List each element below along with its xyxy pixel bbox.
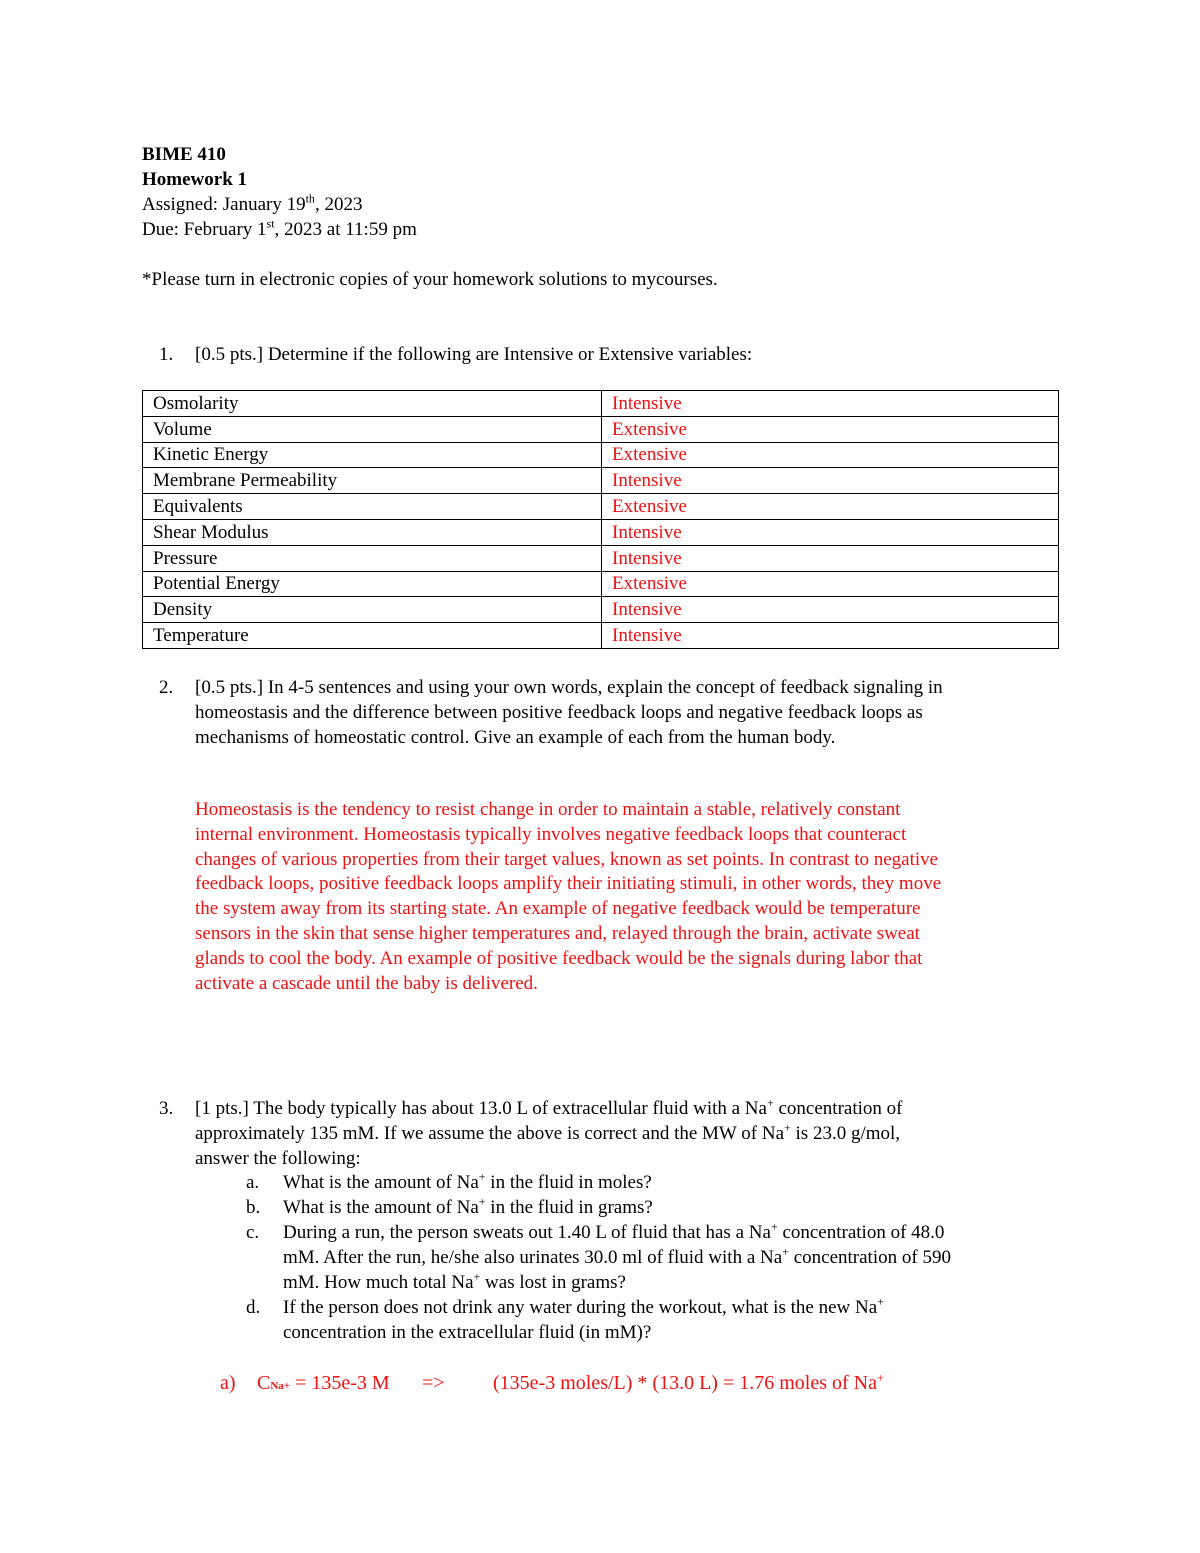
q3-part-b: What is the amount of Na+ in the fluid in grams?: [283, 1194, 653, 1218]
q3-answer-a-concentration: CNa+ = 135e-3 M: [257, 1372, 390, 1394]
q3-part-c-line: mM. After the run, he/she also urinates 30.0 ml of fluid with a Na+ concentration of 590: [283, 1244, 951, 1268]
variables-table: [142, 390, 1059, 649]
variable-answer-cell: Extensive: [602, 571, 1059, 597]
q1-prompt: [0.5 pts.] Determine if the following are Intensive or Extensive variables:: [195, 344, 753, 365]
variable-name-cell: Density: [143, 597, 602, 623]
variable-answer-cell: Intensive: [602, 519, 1059, 545]
q2-answer-line: glands to cool the body. An example of positive feedback would be the signals during labor that: [195, 947, 923, 969]
q3-part-d-line: If the person does not drink any water during the workout, what is the new Na+: [283, 1294, 884, 1318]
q2-answer-line: activate a cascade until the baby is delivered.: [195, 972, 538, 994]
table-row: [143, 519, 1059, 545]
q3-part-d: [283, 1296, 884, 1346]
variable-answer-cell: Intensive: [602, 623, 1059, 649]
q2-answer-line: feedback loops, positive feedback loops amplify their initiating stimuli, in other words, they move: [195, 873, 942, 895]
q2-answer-line: changes of various properties from their target values, known as set points. In contrast to negative: [195, 848, 939, 870]
q2-answer-line: the system away from its starting state. An example of negative feedback would be temperature: [195, 898, 921, 920]
homework-title: Homework 1: [142, 169, 248, 190]
q3-prompt: [195, 1097, 902, 1171]
q3-part-d-line: concentration in the extracellular fluid (in mM)?: [283, 1321, 652, 1343]
table-row: [143, 597, 1059, 623]
table-row: [143, 494, 1059, 520]
variable-answer-cell: Intensive: [602, 597, 1059, 623]
variable-name-cell: Potential Energy: [143, 571, 602, 597]
q2-answer-line: internal environment. Homeostasis typically involves negative feedback loops that counteract: [195, 823, 907, 845]
variable-answer-cell: Intensive: [602, 391, 1059, 417]
variable-name-cell: Osmolarity: [143, 391, 602, 417]
q3-part-d-label: d.: [246, 1297, 261, 1318]
variable-name-cell: Volume: [143, 416, 602, 442]
variable-answer-cell: Extensive: [602, 494, 1059, 520]
q2-answer-line: sensors in the skin that sense higher temperatures and, relayed through the brain, activate sweat: [195, 922, 920, 944]
variable-answer-cell: Extensive: [602, 442, 1059, 468]
variable-name-cell: Kinetic Energy: [143, 442, 602, 468]
table-row: [143, 468, 1059, 494]
q2-prompt-line: homeostasis and the difference between positive feedback loops and negative feedback loops as: [195, 701, 923, 723]
variables-table-body: [143, 391, 1059, 649]
table-row: [143, 391, 1059, 417]
variable-answer-cell: Intensive: [602, 545, 1059, 571]
table-row: [143, 571, 1059, 597]
q3-number: 3.: [159, 1098, 174, 1119]
q3-part-b-label: b.: [246, 1197, 261, 1218]
q3-part-a: What is the amount of Na+ in the fluid in moles?: [283, 1169, 652, 1193]
q2-prompt-line: [0.5 pts.] In 4-5 sentences and using your own words, explain the concept of feedback signaling in: [195, 677, 943, 698]
q1-number: 1.: [159, 344, 174, 365]
table-row: [143, 416, 1059, 442]
due-date: Due: February 1st, 2023 at 11:59 pm: [142, 216, 417, 240]
q3-part-c-line: mM. How much total Na+ was lost in grams?: [283, 1269, 626, 1293]
q3-answer-a-label: a): [220, 1372, 236, 1394]
q2-answer-line: Homeostasis is the tendency to resist change in order to maintain a stable, relatively constant: [195, 799, 901, 820]
q3-part-c: [283, 1221, 951, 1295]
variable-name-cell: Temperature: [143, 623, 602, 649]
course-code: BIME 410: [142, 144, 226, 165]
variable-name-cell: Pressure: [143, 545, 602, 571]
variable-answer-cell: Intensive: [602, 468, 1059, 494]
q3-answer-a-arrow: =>: [422, 1372, 445, 1394]
q2-answer: [195, 798, 1065, 996]
assigned-date: Assigned: January 19th, 2023: [142, 191, 363, 215]
q2-prompt: [195, 676, 943, 750]
variable-name-cell: Membrane Permeability: [143, 468, 602, 494]
q3-part-c-label: c.: [246, 1222, 260, 1243]
q3-prompt-line: answer the following:: [195, 1147, 361, 1169]
variable-name-cell: Shear Modulus: [143, 519, 602, 545]
table-row: [143, 623, 1059, 649]
variable-name-cell: Equivalents: [143, 494, 602, 520]
q3-part-c-line: During a run, the person sweats out 1.40 L of fluid that has a Na+ concentration of 48.0: [283, 1219, 945, 1243]
table-row: [143, 545, 1059, 571]
q3-answer-a-calculation: (135e-3 moles/L) * (13.0 L) = 1.76 moles of Na+: [493, 1370, 884, 1394]
variable-answer-cell: Extensive: [602, 416, 1059, 442]
table-row: [143, 442, 1059, 468]
q3-part-a-label: a.: [246, 1172, 260, 1193]
q2-prompt-line: mechanisms of homeostatic control. Give an example of each from the human body.: [195, 726, 836, 748]
submission-note: *Please turn in electronic copies of your homework solutions to mycourses.: [142, 269, 718, 290]
q2-number: 2.: [159, 677, 174, 698]
q3-prompt-line: [1 pts.] The body typically has about 13.0 L of extracellular fluid with a Na+ concentration of: [195, 1095, 903, 1119]
q3-prompt-line: approximately 135 mM. If we assume the above is correct and the MW of Na+ is 23.0 g/mol,: [195, 1120, 901, 1144]
